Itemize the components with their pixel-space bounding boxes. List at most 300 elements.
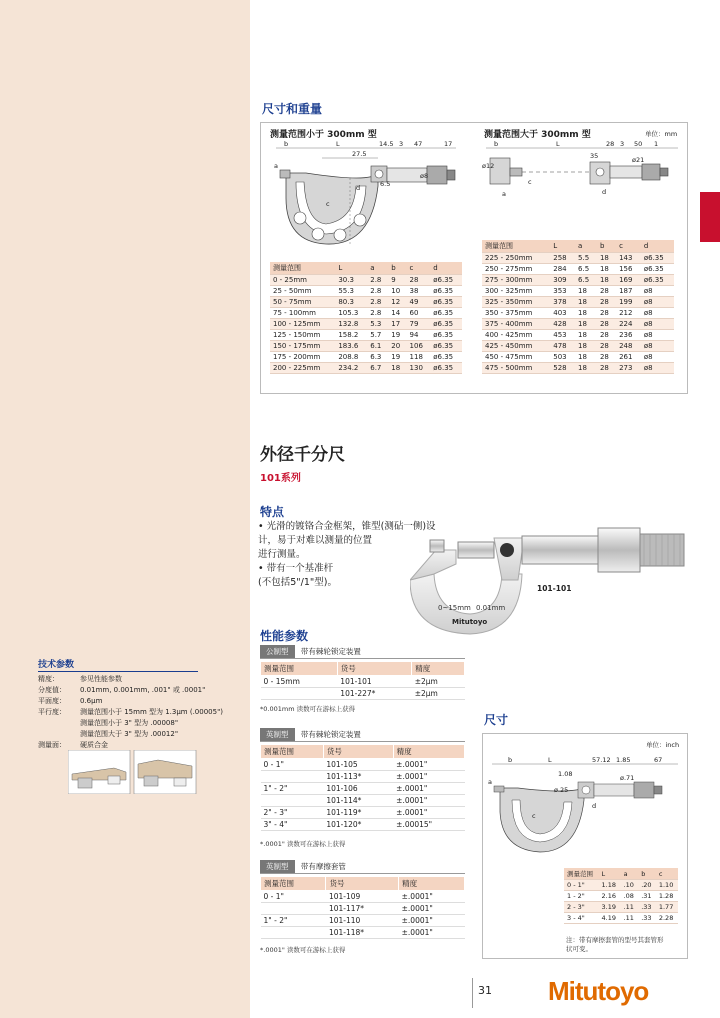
metric-large-title: 测量范围大于 300mm 型 <box>484 130 591 140</box>
photo-brand-text: Mitutoyo <box>452 618 488 626</box>
table-cell: 475 - 500mm <box>482 363 550 374</box>
table-cell: 25 - 50mm <box>270 286 335 297</box>
features-title: 特点 <box>260 505 285 519</box>
table-cell: 101-114* <box>323 795 393 807</box>
table-cell: 309 <box>550 275 575 286</box>
metric-spec-note: *0.001mm 读数可在游标上获得 <box>260 705 356 713</box>
table-row <box>261 927 465 939</box>
table-cell: ø8 <box>641 341 674 352</box>
inch-dims-table <box>564 868 678 924</box>
dim-label-3: 3 <box>399 140 404 148</box>
tech-key <box>38 729 80 740</box>
table-row <box>261 807 465 819</box>
table-row <box>270 297 462 308</box>
table-cell: 2.8 <box>367 275 388 286</box>
inch-dim-b: b <box>508 756 513 764</box>
table-cell: 150 - 175mm <box>270 341 335 352</box>
metric-spec-header <box>260 645 465 659</box>
inch-dim-o25: ø.25 <box>554 786 569 794</box>
inch-dim-a: a <box>488 778 492 786</box>
table-cell: .10 <box>621 880 639 891</box>
table-cell: 18 <box>597 275 616 286</box>
product-title: 外径千分尺 <box>260 445 345 465</box>
table-cell: 234.2 <box>335 363 367 374</box>
column-header: 测量范围 <box>261 662 338 676</box>
table-cell: 106 <box>407 341 431 352</box>
table-row <box>482 319 674 330</box>
table-cell: ø6.35 <box>641 253 674 264</box>
table-cell: .33 <box>638 913 656 924</box>
table-cell: 30.3 <box>335 275 367 286</box>
large-dim-50: 50 <box>634 140 643 148</box>
column-header: a <box>367 262 388 275</box>
table-row <box>564 891 678 902</box>
table-cell: 5.7 <box>367 330 388 341</box>
table-row <box>482 275 674 286</box>
table-cell: 101-113* <box>323 771 393 783</box>
table-cell: 350 - 375mm <box>482 308 550 319</box>
table-cell: .20 <box>638 880 656 891</box>
table-cell: 101-120* <box>323 819 393 831</box>
table-cell: 261 <box>616 352 641 363</box>
inch-note-2: 状可变。 <box>566 945 592 953</box>
table-cell: 2.8 <box>367 297 388 308</box>
table-cell: 300 - 325mm <box>482 286 550 297</box>
table-cell: ø8 <box>641 297 674 308</box>
table-cell: 28 <box>597 352 616 363</box>
table-cell: ±2μm <box>412 676 465 688</box>
table-cell: ø8 <box>641 330 674 341</box>
table-cell: 1 - 2" <box>564 891 599 902</box>
table-cell: 75 - 100mm <box>270 308 335 319</box>
table-cell: 5.3 <box>367 319 388 330</box>
table-cell: 1.77 <box>656 902 678 913</box>
page-number: 31 <box>478 984 492 997</box>
table-row <box>482 264 674 275</box>
table-cell: 450 - 475mm <box>482 352 550 363</box>
table-cell <box>261 927 326 939</box>
table-cell: 224 <box>616 319 641 330</box>
dim-label-27-5: 27.5 <box>352 150 367 158</box>
table-row <box>270 308 462 319</box>
column-header: 货号 <box>323 745 393 759</box>
table-cell: 1.18 <box>599 880 621 891</box>
table-cell: ø6.35 <box>430 275 462 286</box>
table-cell: 258 <box>550 253 575 264</box>
table-cell: 143 <box>616 253 641 264</box>
metric-spec-table <box>260 661 465 700</box>
inch1-spec-header <box>260 728 465 742</box>
table-cell: 101-119* <box>323 807 393 819</box>
column-header: 测量范围 <box>270 262 335 275</box>
table-cell: 6.7 <box>367 363 388 374</box>
table-cell: 3" - 4" <box>261 819 324 831</box>
tech-row <box>38 718 223 729</box>
inch2-spec-note: *.0001" 读数可在游标上获得 <box>260 946 346 954</box>
table-cell: 225 - 250mm <box>482 253 550 264</box>
large-dim-b: b <box>494 140 499 148</box>
table-cell: ø6.35 <box>430 297 462 308</box>
table-cell: 1" - 2" <box>261 783 324 795</box>
table-cell: 275 - 300mm <box>482 275 550 286</box>
table-cell: 18 <box>575 286 597 297</box>
table-cell: 101-110 <box>326 915 399 927</box>
table-cell: 28 <box>597 363 616 374</box>
table-cell: ±2μm <box>412 688 465 700</box>
table-cell: ø6.35 <box>430 330 462 341</box>
table-cell: 208.8 <box>335 352 367 363</box>
table-cell: 101-105 <box>323 759 393 771</box>
table-row <box>270 319 462 330</box>
table-cell: 118 <box>407 352 431 363</box>
table-cell: ø8 <box>641 308 674 319</box>
table-row <box>261 795 465 807</box>
inch-dim-57-12: 57.12 <box>592 756 611 764</box>
table-cell: 2.28 <box>656 913 678 924</box>
large-dim-d: d <box>602 188 607 196</box>
table-cell: ±.0001" <box>393 795 464 807</box>
table-cell: 28 <box>597 297 616 308</box>
table-cell: 28 <box>597 319 616 330</box>
table-cell: ±.0001" <box>399 903 465 915</box>
table-cell: ø8 <box>641 319 674 330</box>
table-cell: 130 <box>407 363 431 374</box>
table-cell: 1.28 <box>656 891 678 902</box>
table-cell: 6.3 <box>367 352 388 363</box>
table-cell: 248 <box>616 341 641 352</box>
inch1-spec-table <box>260 744 465 831</box>
table-cell: 4.19 <box>599 913 621 924</box>
table-cell: 101-227* <box>337 688 411 700</box>
tech-key: 精度： <box>38 675 59 683</box>
table-cell: ø6.35 <box>641 264 674 275</box>
table-cell: 0 - 1" <box>261 891 326 903</box>
micrometer-inch-drawing <box>488 752 684 860</box>
table-cell: 18 <box>575 308 597 319</box>
table-cell: .11 <box>621 902 639 913</box>
dim-label-47: 47 <box>414 140 423 148</box>
inch1-type-tag: 英制型 <box>260 728 295 741</box>
table-cell: 403 <box>550 308 575 319</box>
column-header: c <box>616 240 641 253</box>
column-header: d <box>430 262 462 275</box>
table-cell: 105.3 <box>335 308 367 319</box>
table-cell: 28 <box>597 330 616 341</box>
micrometer-photo <box>410 520 700 640</box>
inch1-spec-note: *.0001" 读数可在游标上获得 <box>260 840 346 848</box>
feature-line: (不包括5"/1"型)。 <box>258 577 337 588</box>
dim-label-a: a <box>274 162 278 170</box>
tech-row <box>38 729 223 740</box>
table-cell: .11 <box>621 913 639 924</box>
table-cell: 187 <box>616 286 641 297</box>
table-cell: 175 - 200mm <box>270 352 335 363</box>
large-dim-1: 1 <box>654 140 659 148</box>
metric-small-title: 测量范围小于 300mm 型 <box>270 130 377 140</box>
table-cell: 2 - 3" <box>564 902 599 913</box>
table-cell: ±.0001" <box>393 759 464 771</box>
column-header: 测量范围 <box>482 240 550 253</box>
table-cell: 428 <box>550 319 575 330</box>
table-cell: 10 <box>388 286 406 297</box>
table-cell <box>261 771 324 783</box>
table-cell: 0 - 15mm <box>261 676 338 688</box>
brand-logo: Mitutoyo <box>548 976 649 1006</box>
large-dim-o21: ø21 <box>632 156 645 164</box>
large-dim-35: 35 <box>590 152 599 160</box>
table-row <box>482 341 674 352</box>
table-cell: 28 <box>597 308 616 319</box>
table-cell: 0 - 1" <box>261 759 324 771</box>
table-cell: 9 <box>388 275 406 286</box>
table-cell: 156 <box>616 264 641 275</box>
table-row <box>261 819 465 831</box>
table-cell: .08 <box>621 891 639 902</box>
column-header: 测量范围 <box>261 877 326 891</box>
table-cell: 100 - 125mm <box>270 319 335 330</box>
table-cell: 2" - 3" <box>261 807 324 819</box>
tech-value: 硬质合金 <box>80 741 108 749</box>
table-cell: ø8 <box>641 286 674 297</box>
tech-value: 0.6μm <box>80 697 103 705</box>
inch-dim-L: L <box>548 756 552 764</box>
section-heading-dims: 尺寸和重量 <box>262 102 323 116</box>
large-dim-a: a <box>502 190 506 198</box>
table-cell <box>261 688 338 700</box>
tech-value: 测量范围大于 3" 型为 .00012" <box>80 730 179 738</box>
table-cell: 18 <box>388 363 406 374</box>
inch2-spec-table <box>260 876 465 939</box>
table-row <box>564 913 678 924</box>
table-cell: ø8 <box>641 363 674 374</box>
table-row <box>270 352 462 363</box>
table-cell: 17 <box>388 319 406 330</box>
table-cell: ±.00015" <box>393 819 464 831</box>
column-header: c <box>656 868 678 880</box>
inch-dim-1-85: 1.85 <box>616 756 631 764</box>
tech-row <box>38 674 223 685</box>
table-cell: 6.5 <box>575 275 597 286</box>
table-cell: 1" - 2" <box>261 915 326 927</box>
table-row <box>482 308 674 319</box>
dim-label-o8: ø8 <box>420 172 429 180</box>
tech-row <box>38 685 223 696</box>
table-cell: 375 - 400mm <box>482 319 550 330</box>
table-cell: ±.0001" <box>399 927 465 939</box>
table-cell: 353 <box>550 286 575 297</box>
section-tab-marker <box>700 192 720 242</box>
inch-note-1: 注：带有摩擦套管的型号其套管形 <box>566 936 664 944</box>
table-cell: 94 <box>407 330 431 341</box>
column-header: d <box>641 240 674 253</box>
table-row <box>482 352 674 363</box>
table-row <box>270 330 462 341</box>
table-cell: 2.8 <box>367 308 388 319</box>
large-dim-c: c <box>528 178 532 186</box>
table-cell: 236 <box>616 330 641 341</box>
column-header: L <box>599 868 621 880</box>
table-cell: 19 <box>388 352 406 363</box>
table-cell: 18 <box>575 330 597 341</box>
column-header: 货号 <box>337 662 411 676</box>
inch2-type-desc: 带有摩擦套管 <box>300 862 346 871</box>
table-cell: 284 <box>550 264 575 275</box>
table-cell: 18 <box>597 253 616 264</box>
table-row <box>482 286 674 297</box>
table-cell: 3 - 4" <box>564 913 599 924</box>
inch-dim-67: 67 <box>654 756 663 764</box>
table-cell: 5.5 <box>575 253 597 264</box>
table-cell: 28 <box>597 286 616 297</box>
product-series: 101系列 <box>260 473 301 484</box>
column-header: L <box>335 262 367 275</box>
model-label: 101-101 <box>537 584 572 593</box>
table-cell: 0 - 1" <box>564 880 599 891</box>
photo-resolution-text: 0.01mm <box>476 604 506 612</box>
column-header: 精度 <box>393 745 464 759</box>
table-cell: 101-117* <box>326 903 399 915</box>
table-cell: 169 <box>616 275 641 286</box>
table-cell: 12 <box>388 297 406 308</box>
metric-large-table <box>482 240 674 374</box>
table-row <box>270 363 462 374</box>
dim-label-d: d <box>356 184 361 192</box>
table-cell: 503 <box>550 352 575 363</box>
dim-label-14-5: 14.5 <box>379 140 394 148</box>
inch-unit-label: 单位：inch <box>646 741 680 749</box>
table-cell: ø6.35 <box>430 308 462 319</box>
table-cell: ±.0001" <box>393 771 464 783</box>
large-dim-o12: ø12 <box>482 162 495 170</box>
table-cell: 20 <box>388 341 406 352</box>
table-cell: 79 <box>407 319 431 330</box>
table-row <box>261 915 465 927</box>
performance-title: 性能参数 <box>260 629 309 643</box>
column-header: 精度 <box>412 662 465 676</box>
table-cell: 101-101 <box>337 676 411 688</box>
table-cell: 0 - 25mm <box>270 275 335 286</box>
inch1-type-desc: 带有棘轮锁定装置 <box>300 730 361 739</box>
table-cell: 3.19 <box>599 902 621 913</box>
table-cell: ±.0001" <box>393 783 464 795</box>
table-cell: 28 <box>407 275 431 286</box>
table-row <box>564 880 678 891</box>
dim-label-17: 17 <box>444 140 453 148</box>
photo-range-text: 0~15mm <box>438 604 471 612</box>
dim-label-b: b <box>284 140 289 148</box>
table-cell: 183.6 <box>335 341 367 352</box>
table-cell: 200 - 225mm <box>270 363 335 374</box>
column-header: c <box>407 262 431 275</box>
table-cell: 125 - 150mm <box>270 330 335 341</box>
table-row <box>270 341 462 352</box>
column-header: a <box>621 868 639 880</box>
flatness-drawings <box>68 750 198 794</box>
table-row <box>261 688 465 700</box>
table-cell: 55.3 <box>335 286 367 297</box>
table-row <box>482 253 674 264</box>
table-cell: ø6.35 <box>430 363 462 374</box>
table-cell: 101-109 <box>326 891 399 903</box>
column-header: b <box>597 240 616 253</box>
table-cell: 325 - 350mm <box>482 297 550 308</box>
tech-specs <box>38 660 223 751</box>
table-row <box>482 330 674 341</box>
table-cell: 250 - 275mm <box>482 264 550 275</box>
inch-dim-o71: ø.71 <box>620 774 635 782</box>
metric-type-desc: 带有棘轮锁定装置 <box>300 647 361 656</box>
tech-key: 平行度： <box>38 708 66 716</box>
dim-label-c: c <box>326 200 330 208</box>
page-divider <box>472 978 473 1008</box>
table-cell: .31 <box>638 891 656 902</box>
table-row <box>261 903 465 915</box>
column-header: 精度 <box>399 877 465 891</box>
table-cell <box>261 903 326 915</box>
tech-value: 测量范围小于 15mm 型为 1.3μm (.00005") <box>80 708 224 716</box>
table-cell: ø6.35 <box>430 352 462 363</box>
table-cell: 101-106 <box>323 783 393 795</box>
inch-dim-1-08: 1.08 <box>558 770 573 778</box>
table-cell: 2.8 <box>367 286 388 297</box>
tech-key: 平面度： <box>38 697 66 705</box>
inch2-type-tag: 英制型 <box>260 860 295 873</box>
column-header: b <box>638 868 656 880</box>
large-dim-L: L <box>556 140 560 148</box>
tech-row <box>38 707 223 718</box>
table-cell: 400 - 425mm <box>482 330 550 341</box>
dim-label-6-5: 6.5 <box>380 180 391 188</box>
table-cell: 212 <box>616 308 641 319</box>
table-cell: 132.8 <box>335 319 367 330</box>
table-cell: 80.3 <box>335 297 367 308</box>
large-dim-3: 3 <box>620 140 625 148</box>
inch-dim-c: c <box>532 812 536 820</box>
table-row <box>261 771 465 783</box>
table-cell: 28 <box>597 341 616 352</box>
tech-key <box>38 718 80 729</box>
tech-key: 分度值： <box>38 686 66 694</box>
table-cell: 18 <box>575 363 597 374</box>
table-cell: 199 <box>616 297 641 308</box>
tech-value: 0.01mm, 0.001mm, .001" 或 .0001" <box>80 686 206 694</box>
column-header: 测量范围 <box>564 868 599 880</box>
table-cell: 2.16 <box>599 891 621 902</box>
table-cell: ø6.35 <box>430 341 462 352</box>
column-header: 货号 <box>326 877 399 891</box>
tech-title: 技术参数 <box>38 660 198 672</box>
inch2-spec-header <box>260 860 465 874</box>
column-header: L <box>550 240 575 253</box>
metric-small-table <box>270 262 462 374</box>
table-cell <box>261 795 324 807</box>
table-cell: 1.10 <box>656 880 678 891</box>
column-header: b <box>388 262 406 275</box>
tech-value: 参见性能参数 <box>80 675 122 683</box>
tech-row <box>38 696 223 707</box>
table-cell: 478 <box>550 341 575 352</box>
table-cell: 18 <box>575 341 597 352</box>
table-row <box>261 891 465 903</box>
tech-value: 测量范围小于 3" 型为 .00008" <box>80 719 179 727</box>
metric-unit-label: 单位：mm <box>645 130 678 138</box>
table-cell: 6.1 <box>367 341 388 352</box>
table-cell: 528 <box>550 363 575 374</box>
table-cell: 18 <box>575 352 597 363</box>
table-cell: 18 <box>575 297 597 308</box>
micrometer-small-drawing <box>266 138 466 260</box>
table-cell: 273 <box>616 363 641 374</box>
